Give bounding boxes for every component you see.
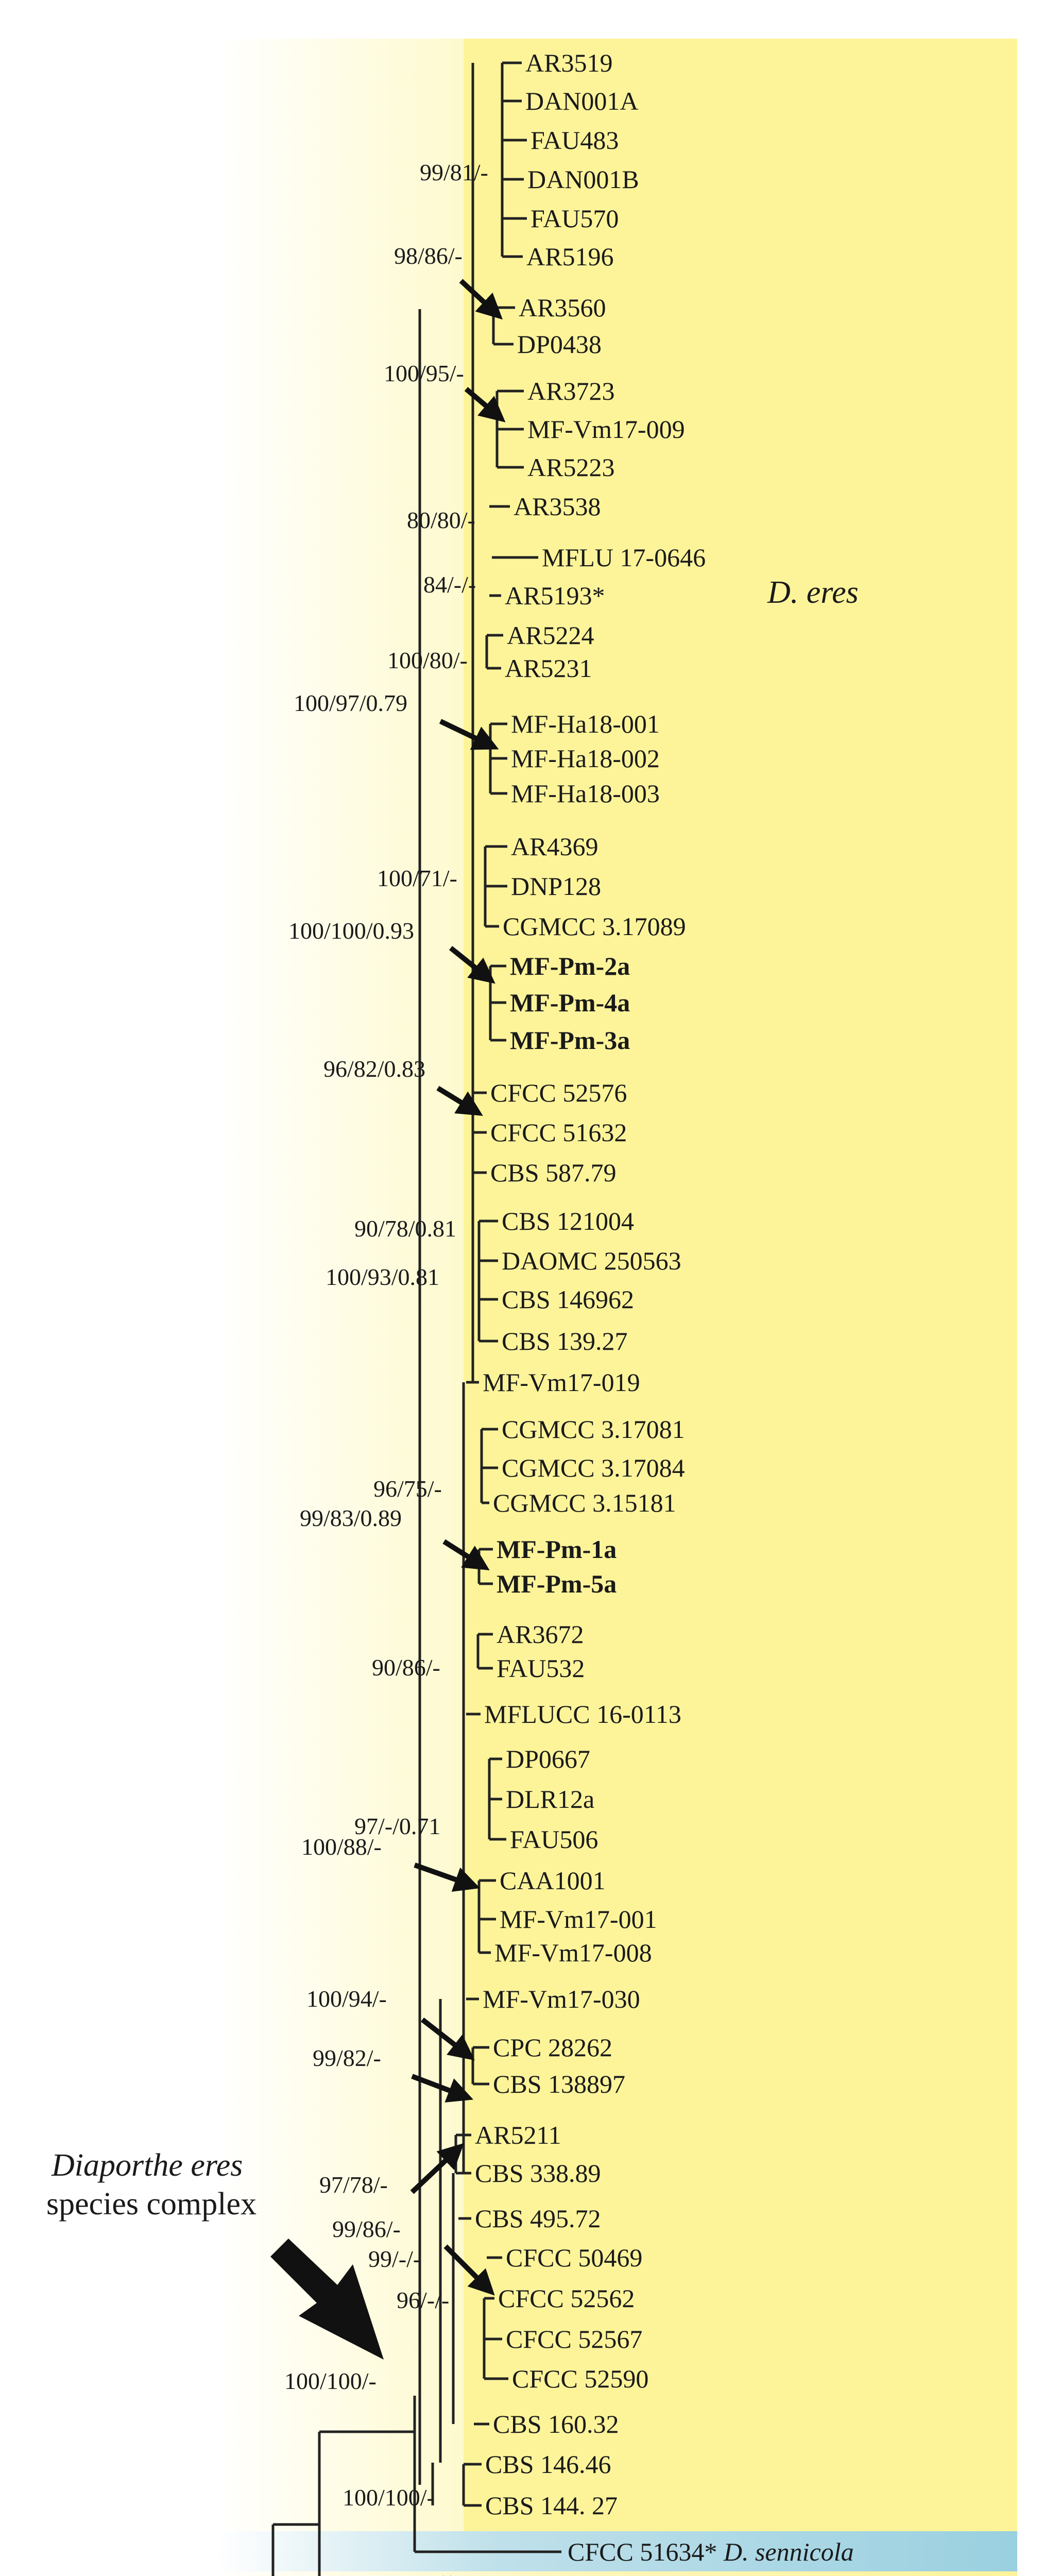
tip-label bbox=[497, 1569, 617, 1598]
support-value: 96/-/- bbox=[397, 2287, 450, 2313]
tip-id: CFCC 52590 bbox=[512, 2364, 649, 2393]
tip-label bbox=[497, 1654, 585, 1683]
tip-label bbox=[510, 1026, 630, 1055]
support-value: 96/75/- bbox=[373, 1476, 442, 1502]
tip-label bbox=[494, 1938, 652, 1967]
support-value: 100/93/0.81 bbox=[326, 1264, 440, 1290]
tip-label bbox=[506, 2243, 642, 2272]
tip-id: AR5196 bbox=[526, 242, 614, 271]
tip-id: CBS 587.79 bbox=[490, 1158, 617, 1187]
tip-id: FAU570 bbox=[531, 204, 619, 233]
tip-id: FAU506 bbox=[510, 1825, 599, 1854]
tip-label bbox=[519, 293, 606, 322]
tip-id: MF-Pm-5a bbox=[497, 1569, 617, 1598]
tip-id: CBS 138897 bbox=[493, 2070, 626, 2098]
tip-label bbox=[483, 1985, 640, 2013]
tip-id: CBS 338.89 bbox=[475, 2159, 601, 2188]
tip-label bbox=[531, 204, 619, 233]
tip-id: MFLU 17-0646 bbox=[542, 543, 706, 572]
support-value: 84/-/- bbox=[423, 571, 476, 598]
tip-label bbox=[514, 492, 601, 521]
tip-label bbox=[525, 48, 612, 77]
tip-label bbox=[502, 1285, 634, 1314]
tip-id: CBS 146962 bbox=[502, 1285, 635, 1314]
tip-id: MF-Vm17-030 bbox=[483, 1985, 640, 2013]
tip-label bbox=[512, 2364, 648, 2393]
tip-id: DAOMC 250563 bbox=[502, 1246, 681, 1275]
tip-label bbox=[498, 2284, 635, 2313]
tip-id: MF-Ha18-002 bbox=[511, 744, 660, 773]
tip-label bbox=[485, 2491, 618, 2520]
tip-label bbox=[497, 1535, 617, 1564]
tip-label bbox=[542, 543, 706, 572]
support-value: 99/-/- bbox=[368, 2246, 421, 2272]
tip-label bbox=[525, 87, 638, 115]
tip-id: CBS 139.27 bbox=[502, 1327, 628, 1355]
tip-id: AR3672 bbox=[497, 1620, 584, 1649]
tip-label bbox=[475, 2159, 601, 2188]
tip-id: AR5211 bbox=[475, 2121, 561, 2149]
tip-label bbox=[500, 1905, 657, 1934]
tip-label bbox=[507, 621, 594, 650]
tip-id: CGMCC 3.17089 bbox=[503, 912, 686, 941]
support-value: 97/-/0.71 bbox=[354, 1813, 441, 1839]
tip-id: AR4369 bbox=[511, 832, 599, 861]
support-value: 99/81/- bbox=[420, 159, 488, 185]
tip-id: MF-Vm17-008 bbox=[494, 1938, 652, 1967]
tip-label bbox=[502, 1327, 628, 1355]
tip-label bbox=[483, 1368, 640, 1397]
tip-label bbox=[505, 654, 592, 683]
tip-label bbox=[527, 415, 685, 444]
tip-label bbox=[493, 2070, 625, 2098]
tip-label bbox=[493, 2033, 612, 2062]
support-value: 100/97/0.79 bbox=[294, 690, 408, 716]
tip-id: CFCC 52562 bbox=[498, 2284, 635, 2313]
tip-label bbox=[527, 165, 639, 194]
tip-id: DP0438 bbox=[517, 330, 602, 359]
tip-id: DLR12a bbox=[506, 1785, 595, 1814]
tip-label bbox=[502, 1246, 681, 1275]
tip-id: MF-Pm-4a bbox=[510, 988, 630, 1017]
tip-id: AR5224 bbox=[507, 621, 594, 650]
tip-id: FAU532 bbox=[497, 1654, 585, 1683]
tip-label bbox=[506, 1785, 594, 1814]
tip-id: DP0667 bbox=[506, 1744, 590, 1773]
tip-label bbox=[511, 744, 660, 773]
support-value: 100/80/- bbox=[387, 647, 468, 673]
tip-label bbox=[493, 1488, 676, 1517]
tip-label bbox=[510, 952, 630, 980]
support-value: 98/86/- bbox=[394, 243, 463, 269]
tip-label bbox=[502, 1453, 685, 1482]
tip-label bbox=[526, 242, 613, 271]
yellow-band-amygdali bbox=[216, 2571, 1017, 2576]
tip-id: CAA1001 bbox=[500, 1866, 606, 1895]
tip-id: DNP128 bbox=[511, 872, 602, 901]
tip-id: FAU483 bbox=[531, 126, 619, 155]
tip-id: AR5223 bbox=[527, 453, 615, 482]
tip-id: CBS 144. 27 bbox=[485, 2491, 618, 2520]
tip-label bbox=[502, 1207, 634, 1235]
support-value: 100/94/- bbox=[306, 1986, 387, 2012]
tip-id: AR3519 bbox=[525, 48, 613, 77]
support-value: 100/100/- bbox=[284, 2368, 377, 2394]
clade-label-d-eres: D. eres bbox=[767, 575, 859, 610]
tip-id: CBS 160.32 bbox=[493, 2410, 619, 2438]
tip-label bbox=[497, 1620, 584, 1649]
tip-label bbox=[511, 709, 660, 738]
tip-id: MF-Pm-3a bbox=[510, 1026, 630, 1055]
tip-id: CFCC 51632 bbox=[490, 1118, 627, 1147]
complex-label-line2: species complex bbox=[46, 2187, 257, 2222]
tip-id: AR3723 bbox=[527, 377, 615, 405]
tip-id: MF-Pm-2a bbox=[510, 952, 630, 980]
support-value: 100/100/0.93 bbox=[288, 918, 415, 944]
tip-id: CFCC 52567 bbox=[506, 2325, 643, 2353]
tip-label bbox=[490, 1078, 627, 1107]
tip-label bbox=[485, 2450, 611, 2479]
tip-label bbox=[475, 2204, 601, 2233]
tip-label bbox=[500, 1866, 606, 1895]
tip-label bbox=[490, 1118, 627, 1147]
tip-id: CBS 495.72 bbox=[475, 2204, 601, 2233]
complex-label-line1: Diaporthe eres bbox=[52, 2148, 243, 2183]
tip-label bbox=[484, 1700, 681, 1728]
tip-id: AR5193* bbox=[505, 581, 605, 610]
tip-label bbox=[503, 912, 686, 941]
tip-label bbox=[506, 1744, 590, 1773]
support-value: 100/88/- bbox=[301, 1834, 382, 1860]
tip-id: CBS 146.46 bbox=[485, 2450, 611, 2479]
tip-label bbox=[517, 330, 602, 359]
tip-id: CGMCC 3.17081 bbox=[502, 1415, 685, 1444]
tip-id: MF-Ha18-001 bbox=[511, 709, 660, 738]
support-value: 80/80/- bbox=[407, 507, 475, 533]
tip-id: MF-Vm17-019 bbox=[483, 1368, 640, 1397]
tip-label bbox=[506, 2325, 642, 2353]
tip-label bbox=[490, 1158, 617, 1187]
support-value: 97/78/- bbox=[319, 2172, 388, 2198]
tip-id: CFCC 52576 bbox=[490, 1078, 627, 1107]
support-value: 100/100/- bbox=[343, 2484, 435, 2511]
tip-id: MF-Pm-1a bbox=[497, 1535, 617, 1564]
tip-id: CGMCC 3.17084 bbox=[502, 1453, 685, 1482]
support-value: 96/82/0.83 bbox=[323, 1056, 426, 1082]
tip-id: AR3560 bbox=[519, 293, 606, 322]
tip-label bbox=[527, 453, 614, 482]
tip-id: MFLUCC 16-0113 bbox=[484, 1700, 681, 1728]
tip-id: AR3538 bbox=[514, 492, 601, 521]
tip-label bbox=[505, 581, 605, 610]
tip-label bbox=[510, 988, 630, 1017]
tip-label bbox=[511, 872, 601, 901]
support-value: 90/78/0.81 bbox=[354, 1215, 457, 1242]
support-value: 99/86/- bbox=[332, 2216, 401, 2242]
tip-label bbox=[511, 832, 598, 861]
support-value: 100/95/- bbox=[384, 360, 464, 386]
tip-label bbox=[475, 2121, 561, 2149]
tip-label bbox=[531, 126, 619, 155]
support-value: 99/83/0.89 bbox=[300, 1505, 402, 1531]
support-value: 99/82/- bbox=[313, 2045, 381, 2071]
tip-label bbox=[510, 1825, 598, 1854]
tip-id: CFCC 51634* bbox=[568, 2537, 717, 2566]
tip-id: AR5231 bbox=[505, 654, 592, 683]
tip-id: MF-Vm17-009 bbox=[527, 415, 685, 444]
tip-label bbox=[493, 2410, 619, 2438]
tip-id: DAN001B bbox=[527, 165, 639, 194]
tip-id: MF-Ha18-003 bbox=[511, 779, 660, 808]
tip-id: CPC 28262 bbox=[493, 2033, 613, 2062]
tip-label bbox=[568, 2537, 854, 2566]
tip-label bbox=[511, 779, 660, 808]
tip-id: MF-Vm17-001 bbox=[500, 1905, 657, 1934]
tip-id: CGMCC 3.15181 bbox=[493, 1488, 676, 1517]
support-value: 90/86/- bbox=[372, 1654, 440, 1681]
tip-label bbox=[527, 377, 614, 405]
support-value: 100/71/- bbox=[377, 865, 457, 891]
tip-id: CFCC 50469 bbox=[506, 2243, 643, 2272]
tip-id: CBS 121004 bbox=[502, 1207, 635, 1235]
tip-id: DAN001A bbox=[525, 87, 639, 115]
tip-species: D. sennicola bbox=[717, 2537, 854, 2566]
tip-label bbox=[502, 1415, 685, 1444]
